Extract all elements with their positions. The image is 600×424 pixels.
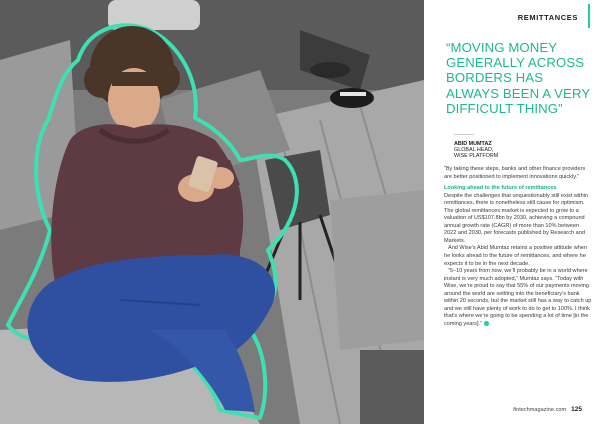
paragraph: “By taking these steps, banks and other finance providers are better positioned to implement innovations quickly.” [444,166,586,180]
website: fintechmagazine.com [513,407,567,413]
paragraph: And Wise’s Abid Mumtaz retains a positive attitude when he looks ahead to the future of remittances, and where he expects it to be in the next decade. [444,245,587,267]
byline [454,141,498,160]
paragraph [444,268,592,328]
quote-divider [454,134,474,135]
page-number: 125 [571,406,582,413]
folio [513,406,582,413]
section-label: REMITTANCES [517,13,578,22]
byline-title-line1: GLOBAL HEAD, [454,147,494,154]
end-mark-icon [484,321,489,326]
plant-basket [360,350,424,424]
paragraph: Despite the challenges that unquestionably still exist within remittances, there is nonetheless still cause for optimism. The global remittances market is expected to grow to a valuation of US$107.8bn by 2030, achieving a compound annual growth rate (CAGR) of more than 10% between 2022 and 2030, per forecasts published by Research and Markets. [444,192,588,244]
article-body [444,166,592,328]
fringe [112,72,158,86]
paragraph-text: “5–10 years from now, we’ll probably be in a world where instant is very much adopted,” Mumtaz says. “Today with Wise, we’re proud to say that 55% of our payments moving around the world are settling into the beneficiary’s bank within 20 seconds, but the market still has a way to catch up and we still have plenty of work to do to get to 100%. I think that’s where we’re going to be spending a lot of time [in the coming years].” [444,268,592,327]
background-person-shoe [310,62,350,78]
byline-title-line2: WISE PLATFORM [454,153,499,160]
byline-name: ABID MUMTAZ [454,141,492,147]
pull-quote: “MOVING MONEY GENERALLY ACROSS BORDERS HAS ALWAYS BEEN A VERY DIFFICULT THING” [446,40,590,116]
background-person-shoe [330,88,374,108]
section-accent-rule [588,4,590,28]
article-column [424,0,600,424]
shoe-sole [340,92,366,96]
subheading: Looking ahead to the future of remittances [444,185,557,192]
armchair [330,190,424,350]
